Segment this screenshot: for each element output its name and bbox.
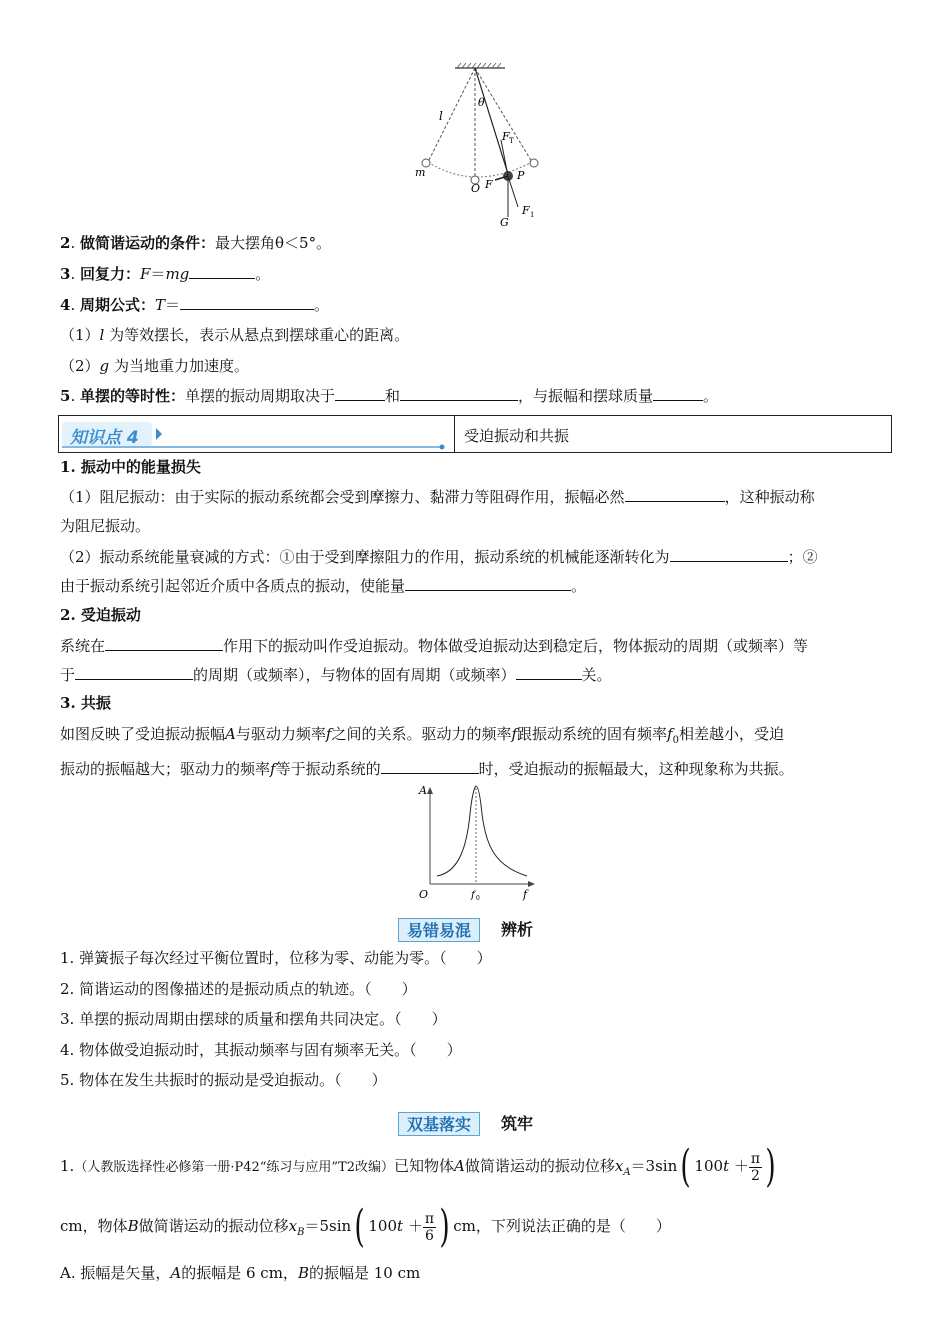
fraction: $\frac{\pi}{6}$ [424, 1210, 435, 1244]
left-paren: ( [354, 1201, 365, 1252]
answer-blank[interactable] [405, 576, 571, 591]
y-axis-label: A [419, 784, 427, 797]
right-paren: ) [439, 1201, 450, 1252]
badge-tag: 易错易混 [398, 918, 480, 942]
section-2-heading: 2. 受迫振动 [60, 606, 141, 624]
judgement-item: 1. 弹簧振子每次经过平衡位置时，位移为零、动能为零。（ ） [60, 949, 492, 967]
knowledge-point-number: 知识点 4 [70, 428, 139, 448]
divider [454, 416, 455, 452]
theta-label: θ [478, 96, 485, 109]
section-2-paragraph: 系统在 作用下的振动叫作受迫振动。物体做受迫振动达到稳定后，物体振动的周期（或频率）等 于 的周期（或频率），与物体的固有周期（或频率） 关。 [60, 637, 809, 684]
item-5: 5. 单摆的等时性：单摆的振动周期取决于 和 ，与振幅和摆球质量 。 [60, 387, 719, 405]
answer-blank[interactable] [516, 665, 582, 680]
tension-sub-label: T [509, 137, 514, 145]
question-1-line-2: cm，物体B做简谐运动的振动位移$x_B=5\sin$( 100t ＋ $\frac{\pi}{6}$ ) cm，下列说法正确的是（ ） [60, 1201, 671, 1252]
force1-label: F [522, 204, 530, 217]
section-1-heading: 1. 振动中的能量损失 [60, 458, 201, 476]
answer-blank[interactable] [335, 386, 385, 401]
length-label: l [439, 109, 443, 123]
answer-blank[interactable] [670, 547, 788, 562]
answer-blank[interactable] [381, 759, 479, 774]
judgement-item: 4. 物体做受迫振动时，其振动频率与固有频率无关。（ ） [60, 1041, 462, 1059]
section-1-paragraph-2: （2）振动系统能量衰减的方式：①由于受到摩擦阻力的作用，振动系统的机械能逐渐转化为 ；② 由于振动系统引起邻近介质中各质点的振动，使能量 。 [60, 548, 818, 595]
judgement-item: 2. 简谐运动的图像描述的是振动质点的轨迹。（ ） [60, 980, 417, 998]
origin-label: O [471, 182, 481, 195]
badge-tag: 双基落实 [398, 1112, 480, 1136]
item-2: 2. 做简谐运动的条件：最大摆角θ＜5°。 [60, 234, 332, 252]
answer-blank[interactable] [653, 386, 703, 401]
answer-blank[interactable] [105, 636, 223, 651]
section-badge-errors [398, 918, 558, 942]
answer-blank[interactable] [75, 665, 193, 680]
x-axis-label: f [523, 888, 528, 901]
origin-label: O [419, 888, 429, 901]
item-3: 3. 回复力：F＝mg 。 [60, 265, 271, 283]
answer-blank[interactable] [180, 295, 314, 310]
left-paren: ( [680, 1141, 691, 1192]
badge-tail: 辨析 [501, 920, 534, 939]
item-4-note-1: （1）l 为等效摆长，表示从悬点到摆球重心的距离。 [60, 326, 410, 344]
option-a[interactable]: A. 振幅是矢量，A的振幅是 6 cm，B的振幅是 10 cm [60, 1264, 421, 1282]
force1-sub-label: 1 [530, 211, 535, 219]
answer-blank[interactable] [625, 487, 725, 502]
badge-tail: 筑牢 [501, 1114, 534, 1133]
f0-sub-label: 0 [476, 895, 480, 902]
fraction: $\frac{\pi}{2}$ [750, 1150, 761, 1184]
knowledge-point-badge [62, 420, 442, 448]
resonance-curve-figure [415, 784, 540, 904]
mass-label: m [415, 166, 426, 179]
tension-label: F [502, 130, 510, 143]
knowledge-point-header [58, 415, 892, 453]
section-3-paragraph: 如图反映了受迫振动振幅A与驱动力频率f之间的关系。驱动力的频率f跟振动系统的固有频率$f_0$相差越小，受迫 振动的振幅越大；驱动力的频率f等于振动系统的 时，受迫振动的振幅最大，这种现象称为共振。 [60, 725, 794, 778]
judgement-item: 3. 单摆的振动周期由摆球的质量和摆角共同决定。（ ） [60, 1010, 447, 1028]
right-paren: ) [765, 1141, 776, 1192]
item-4-note-2: （2）g 为当地重力加速度。 [60, 357, 249, 375]
gravity-label: G [500, 216, 509, 229]
section-badge-basics [398, 1112, 558, 1136]
f0-label: f [471, 890, 475, 901]
judgement-item: 5. 物体在发生共振时的振动是受迫振动。（ ） [60, 1071, 387, 1089]
section-3-heading: 3. 共振 [60, 694, 111, 712]
section-1-paragraph-1: （1）阻尼振动：由于实际的振动系统都会受到摩擦力、黏滞力等阻碍作用，振幅必然 ，这种振动称 为阻尼振动。 [60, 488, 815, 535]
pendulum-figure [405, 62, 555, 232]
question-1-line-1: 1.（人教版选择性必修第一册·P42“练习与应用”T2改编）已知物体A做简谐运动的振动位移$x_A=3\sin$( 100t ＋ $\frac{\pi}{2}$ ) [60, 1141, 776, 1192]
answer-blank[interactable] [189, 264, 255, 279]
restoring-label: F [485, 178, 493, 191]
answer-blank[interactable] [400, 386, 518, 401]
point-label: P [517, 169, 525, 182]
item-4: 4. 周期公式：T＝ 。 [60, 296, 330, 314]
knowledge-point-title: 受迫振动和共振 [464, 427, 570, 445]
